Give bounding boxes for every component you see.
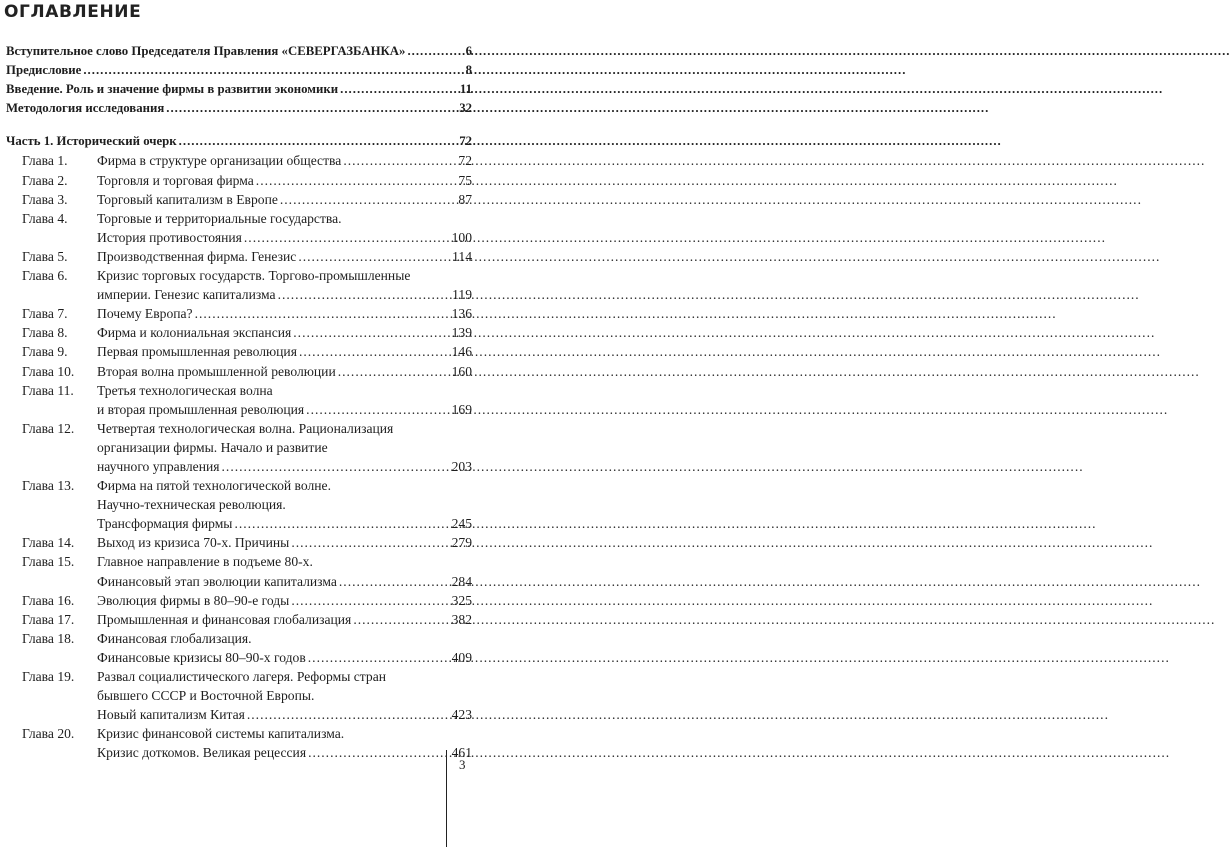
chapter-label: Глава 12. [22,420,75,436]
toc-entry-front[interactable] [0,61,472,80]
toc-entry-chapter[interactable] [0,285,472,304]
page-ref: 139 [451,325,472,341]
leader-dots [244,228,450,247]
page-ref: 87 [458,191,472,207]
section-gap [0,118,472,132]
chapter-title-continued: организации фирмы. Начало и развитие [97,439,328,455]
page-ref: 284 [451,573,472,589]
leader-dots [83,61,463,80]
leader-dots [234,514,449,533]
chapter-title: Торговые и территориальные государства. [97,210,342,226]
chapter-title: Почему Европа? [97,306,193,322]
entry-title: Предисловие [6,63,82,78]
chapter-title: Финансовая глобализация. [97,630,252,646]
leader-dots [179,132,458,151]
leader-dots [166,99,457,118]
toc-entry-chapter[interactable] [0,400,472,419]
page-ref: 75 [458,172,472,188]
toc-entry-chapter[interactable] [0,743,472,762]
chapter-label: Глава 1. [22,153,68,169]
chapter-title-continued: Кризис доткомов. Великая рецессия [97,745,307,761]
page-ref: 382 [451,611,472,627]
leader-dots [340,80,458,99]
leader-dots [195,304,450,323]
toc-entry-chapter[interactable] [0,533,472,552]
margin-rule [446,750,447,847]
toc-entry-chapter[interactable] [0,209,472,228]
chapter-title: Торговый капитализм в Европе [97,191,278,207]
toc-entry-chapter[interactable] [0,171,472,190]
toc-entry-chapter[interactable] [0,151,472,170]
chapter-title: Фирма в структуре организации общества [97,153,342,169]
toc-entry-chapter[interactable] [0,457,472,476]
leader-dots [299,342,450,361]
page-ref: 8 [465,63,472,78]
chapter-title: Фирма на пятой технологической волне. [97,478,331,494]
chapter-title-continued: научного управления [97,458,220,474]
chapter-label: Глава 6. [22,268,68,284]
toc-entry-chapter[interactable] [0,572,472,591]
chapter-title-continued: Финансовый этап эволюции капитализма [97,573,337,589]
toc-entry-chapter[interactable] [0,495,472,514]
chapter-title: Вторая волна промышленной революции [97,363,336,379]
leader-dots [339,572,450,591]
leader-dots [247,705,450,724]
toc-entry-chapter[interactable] [0,667,472,686]
chapter-title: Четвертая технологическая волна. Рационализация [97,420,394,436]
toc-entry-part[interactable] [0,132,472,151]
page-ref: 325 [451,592,472,608]
chapter-title-continued: Новый капитализм Китая [97,707,245,723]
page-ref: 160 [451,363,472,379]
chapter-label: Глава 10. [22,363,75,379]
entry-title: Введение. Роль и значение фирмы в развитии экономики [6,82,339,97]
toc-entry-chapter[interactable] [0,381,472,400]
chapter-title: Первая промышленная революция [97,344,297,360]
chapter-label: Глава 17. [22,611,75,627]
toc-entry-chapter[interactable] [0,724,472,743]
chapter-title-continued: Научно-техническая революция. [97,497,286,513]
leader-dots [222,457,450,476]
page-ref: 119 [452,287,472,303]
leader-dots [256,171,457,190]
chapter-title: Эволюция фирмы в 80–90-е годы [97,592,290,608]
page-ref: 279 [451,535,472,551]
page-ref: 245 [451,516,472,532]
toc-entry-chapter[interactable] [0,629,472,648]
page-ref: 6 [465,44,472,58]
toc-entry-chapter[interactable] [0,304,472,323]
leader-dots [308,648,450,667]
page-ref: 461 [451,745,472,761]
leader-dots [306,400,449,419]
chapter-title-continued: История противостояния [97,229,242,245]
page-ref: 146 [451,344,472,360]
toc-entry-front[interactable] [0,80,472,99]
page-title: ОГЛАВЛЕНИЕ [4,2,142,22]
entry-title: Методология исследования [6,101,165,116]
leader-dots [308,743,450,762]
chapter-title-continued: империи. Генезис капитализма [97,287,276,303]
chapter-title-continued: бывшего СССР и Восточной Европы. [97,688,315,704]
page-ref: 169 [451,401,472,417]
toc-entry-front[interactable] [0,99,472,118]
leader-dots [278,285,451,304]
leader-dots [353,610,449,629]
chapter-label: Глава 15. [22,554,75,570]
page-ref: 100 [451,229,472,245]
chapter-label: Глава 18. [22,630,75,646]
leader-dots [293,323,449,342]
toc-entry-chapter[interactable] [0,591,472,610]
toc-entry-chapter[interactable] [0,648,472,667]
toc-entry-chapter[interactable] [0,476,472,495]
leader-dots [280,190,457,209]
chapter-label: Глава 11. [22,382,74,398]
chapter-title-continued: Финансовые кризисы 80–90-х годов [97,649,306,665]
page-ref: 72 [458,153,472,169]
chapter-title: Фирма и колониальная экспансия [97,325,292,341]
leader-dots [291,591,449,610]
toc-entry-chapter[interactable] [0,610,472,629]
page-ref: 136 [451,306,472,322]
toc-entry-chapter[interactable] [0,190,472,209]
chapter-label: Глава 16. [22,592,75,608]
toc-entry-chapter[interactable] [0,323,472,342]
chapter-label: Глава 5. [22,248,68,264]
toc-entry-chapter[interactable] [0,438,472,457]
table-of-contents [0,42,472,762]
entry-title: Вступительное слово Председателя Правления «СЕВЕРГАЗБАНКА» [6,44,406,58]
page-number: 3 [459,757,466,772]
chapter-title: Производственная фирма. Генезис [97,248,297,264]
page-ref: 203 [451,458,472,474]
chapter-label: Глава 3. [22,191,68,207]
page-ref: 423 [451,707,472,723]
page-ref: 32 [459,101,472,116]
chapter-title: Кризис торговых государств. Торгово-промышленные [97,268,411,284]
part-title: Часть 1. Исторический очерк [6,134,177,149]
chapter-title-continued: и вторая промышленная революция [97,401,305,417]
toc-entry-chapter[interactable] [0,514,472,533]
leader-dots [338,362,450,381]
chapter-title: Главное направление в подъеме 80-х. [97,554,313,570]
toc-entry-chapter[interactable] [0,342,472,361]
chapter-title: Выход из кризиса 70-х. Причины [97,535,290,551]
chapter-label: Глава 2. [22,172,68,188]
chapter-title: Промышленная и финансовая глобализация [97,611,352,627]
chapter-label: Глава 13. [22,478,75,494]
toc-entry-chapter[interactable] [0,705,472,724]
toc-entry-chapter[interactable] [0,362,472,381]
chapter-title: Торговля и торговая фирма [97,172,254,188]
toc-entry-chapter[interactable] [0,266,472,285]
toc-entry-chapter[interactable] [0,419,472,438]
page-ref: 11 [459,82,472,97]
leader-dots [298,247,450,266]
chapter-label: Глава 14. [22,535,75,551]
chapter-label: Глава 19. [22,669,75,684]
chapter-label: Глава 9. [22,344,68,360]
toc-entry-chapter[interactable] [0,552,472,571]
chapter-title: Развал социалистического лагеря. Реформы стран [97,669,387,684]
page-ref: 114 [452,248,472,264]
chapter-label: Глава 8. [22,325,68,341]
chapter-label: Глава 20. [22,726,75,742]
chapter-label: Глава 7. [22,306,68,322]
toc-entry-chapter[interactable] [0,228,472,247]
chapter-label: Глава 4. [22,210,68,226]
page-ref: 409 [451,649,472,665]
leader-dots [343,151,456,170]
toc-entry-chapter[interactable] [0,247,472,266]
toc-entry-chapter[interactable] [0,686,472,705]
chapter-title-continued: Трансформация фирмы [97,516,233,532]
chapter-title: Кризис финансовой системы капитализма. [97,726,345,742]
page-ref: 72 [459,134,472,149]
toc-entry-front[interactable] [0,42,472,61]
leader-dots [407,42,463,61]
leader-dots [291,533,449,552]
chapter-title: Третья технологическая волна [97,382,273,398]
